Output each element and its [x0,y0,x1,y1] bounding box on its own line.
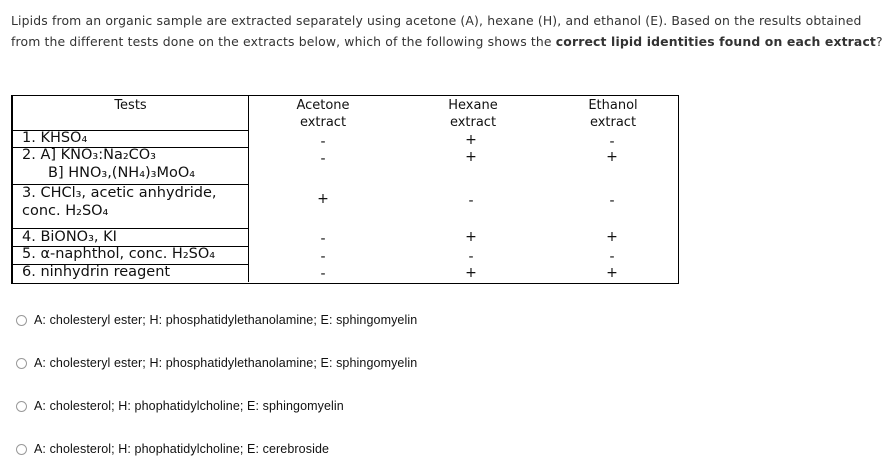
radio-button[interactable] [16,315,27,326]
header-ethanol-line2: extract [589,115,637,130]
answer-option-1-label[interactable]: A: cholesteryl ester; H: phosphatidylethanolamine; E: sphingomyelin [34,313,418,327]
radio-button[interactable] [16,444,27,455]
test-row-6 [13,264,248,282]
test-row-2 [13,147,248,182]
ethanol-result-2: + [606,149,618,165]
header-hexane-line1: Hexane [448,98,498,113]
ethanol-result-5: - [609,249,615,265]
header-acetone-line1: Acetone [296,98,350,113]
header-hexane [398,97,548,131]
acetone-result-1: - [320,134,326,150]
hexane-result-1: + [465,132,477,148]
answer-option-4[interactable] [16,440,329,458]
question-body: Lipids from an organic sample are extracted separately using acetone (A), hexane (H), and ethanol (E). Based on the results obtained from the different tests done on the extracts below, which of the following shows the [11,13,862,49]
hexane-result-4: + [465,229,477,245]
test-row-3-label-a: 3. CHCl₃, acetic anhydride, [22,185,217,201]
acetone-result-5: - [320,249,326,265]
header-acetone [248,97,398,131]
header-acetone-line2: extract [299,115,347,130]
radio-button[interactable] [16,401,27,412]
answer-option-3-label[interactable]: A: cholesterol; H: phophatidylcholine; E: sphingomyelin [34,399,344,413]
test-row-1 [13,130,248,148]
answer-option-1[interactable] [16,311,417,329]
ethanol-result-4: + [606,229,618,245]
ethanol-result-6: + [606,265,618,281]
answer-option-2-label[interactable]: A: cholesteryl ester; H: phosphatidylethanolamine; E: sphingomyelin [34,356,418,370]
test-row-2-label-b: B] HNO₃,(NH₄)₃MoO₄ [48,164,196,181]
test-row-6-label: 6. ninhydrin reagent [22,264,171,280]
test-row-3-label-b: conc. H₂SO₄ [22,202,109,219]
test-row-1-label: 1. KHSO₄ [22,130,88,146]
header-ethanol-line1: Ethanol [588,98,638,113]
hexane-result-2: + [465,149,477,165]
radio-button[interactable] [16,358,27,369]
hexane-result-3: - [468,193,474,209]
acetone-result-6: - [320,266,326,282]
ethanol-result-3: - [609,193,615,209]
test-row-5 [13,246,248,264]
header-ethanol [538,97,688,131]
answer-option-2[interactable] [16,354,417,372]
hexane-result-6: + [465,265,477,281]
test-row-4-label: 4. BiONO₃, KI [22,229,117,245]
acetone-result-3: + [317,191,329,207]
test-results-table [11,95,679,284]
test-row-4 [13,229,248,247]
question-text [11,11,887,52]
answer-option-4-label[interactable]: A: cholesterol; H: phophatidylcholine; E: cerebroside [34,442,330,456]
hexane-result-5: - [468,249,474,265]
ethanol-result-1: - [609,134,615,150]
test-row-5-label: 5. α-naphthol, conc. H₂SO₄ [22,246,216,262]
answer-option-3[interactable] [16,397,344,415]
question-end: ? [876,33,883,49]
question-emphasis: correct lipid identities found on each extract [555,33,877,49]
header-tests: Tests [114,98,147,113]
acetone-result-4: - [320,231,326,247]
test-row-2-label-a: 2. A] KNO₃:Na₂CO₃ [22,147,156,163]
test-row-3 [13,185,248,220]
acetone-result-2: - [320,151,326,167]
header-hexane-line2: extract [449,115,497,130]
